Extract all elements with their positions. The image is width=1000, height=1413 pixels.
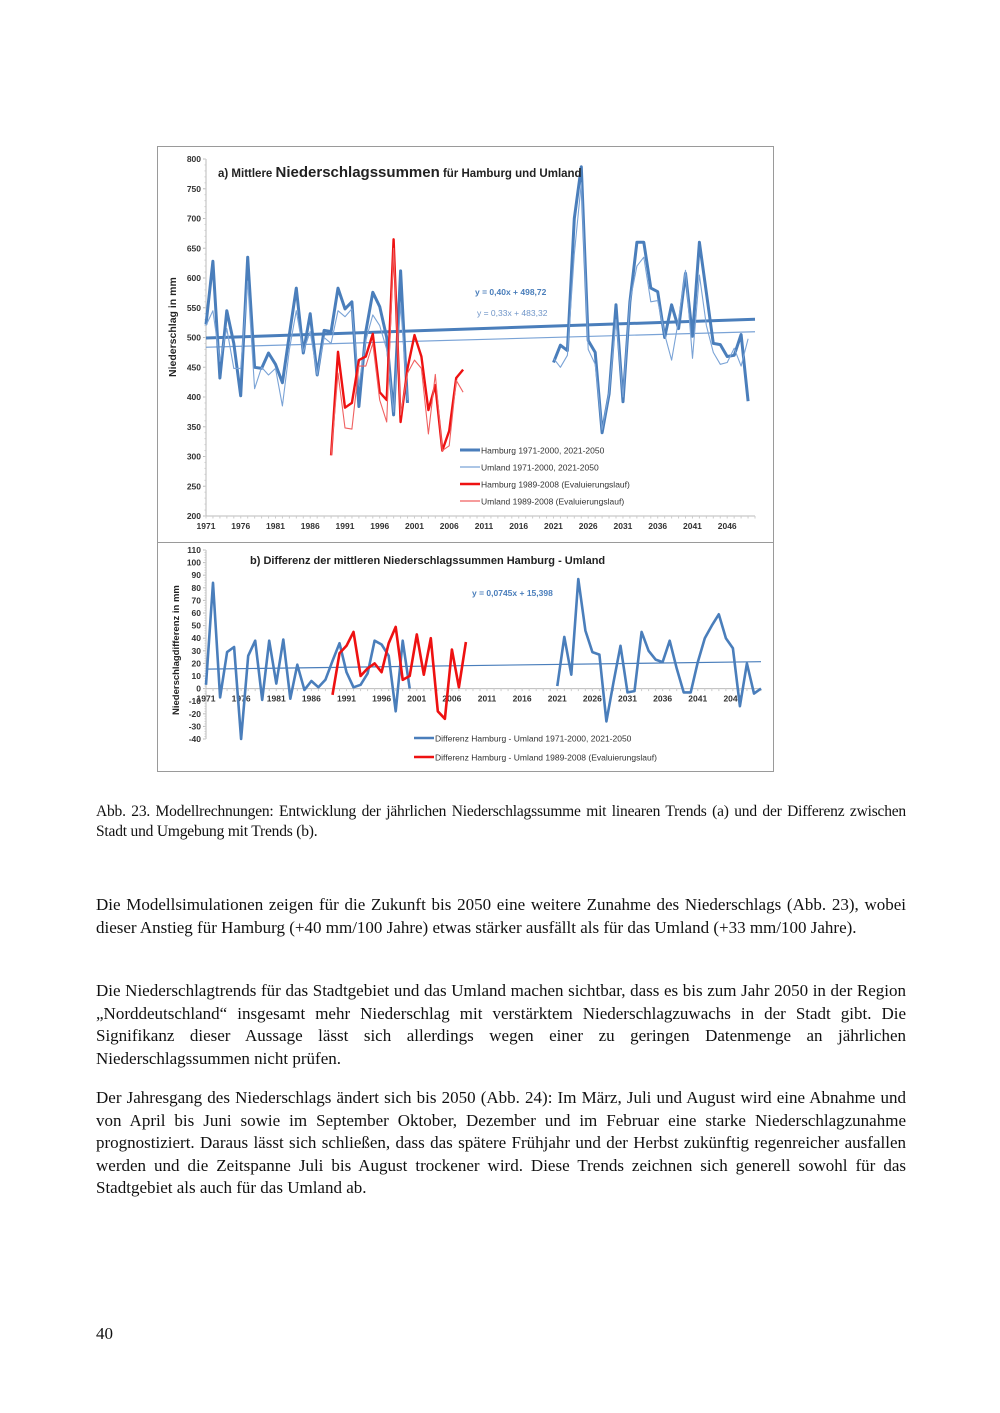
legend-item-umland-eval: Umland 1989-2008 (Evaluierungslauf) <box>481 496 625 507</box>
svg-text:2046: 2046 <box>717 521 737 531</box>
page-number: 40 <box>96 1324 113 1343</box>
svg-text:50: 50 <box>191 620 201 631</box>
legend-item-difference-eval: Differenz Hamburg - Umland 1989-2008 (Evaluierungslauf) <box>435 752 657 763</box>
precipitation-difference-chart <box>158 543 775 773</box>
svg-text:20: 20 <box>191 658 201 669</box>
svg-text:1971: 1971 <box>196 693 216 704</box>
svg-text:2016: 2016 <box>512 693 532 704</box>
trend-difference-equation: y = 0,0745x + 15,398 <box>472 588 553 598</box>
svg-text:2021: 2021 <box>547 693 567 704</box>
svg-text:80: 80 <box>191 582 201 593</box>
svg-text:2036: 2036 <box>653 693 673 704</box>
svg-text:40: 40 <box>191 633 201 644</box>
body-paragraph-2: Die Niederschlagtrends für das Stadtgebiet und das Umland machen sichtbar, dass es bis zum Jahr 2050 in der Region „Norddeutschland“ insgesamt mehr Niederschlag mit verstärktem Niederschlagzuwachs in der Stadt gibt. Die Signifikanz dieser Aussage lässt sich allerdings wegen einer zu geringen Datenmenge an jährlichen Niederschlagssummen nicht prüfen. <box>96 981 906 1068</box>
svg-text:-10: -10 <box>188 696 201 707</box>
svg-text:2041: 2041 <box>688 693 708 704</box>
svg-text:250: 250 <box>186 481 201 492</box>
svg-text:1996: 1996 <box>372 693 392 704</box>
legend-item-hamburg: Hamburg 1971-2000, 2021-2050 <box>481 445 605 456</box>
svg-text:500: 500 <box>186 332 201 343</box>
svg-text:90: 90 <box>191 570 201 581</box>
chart-a-title: a) Mittlere Niederschlagssummen für Hamburg und Umland <box>218 164 582 181</box>
chart-b-title: b) Differenz der mittleren Niederschlagssummen Hamburg - Umland <box>250 555 606 567</box>
svg-text:1991: 1991 <box>337 693 356 704</box>
svg-text:60: 60 <box>191 608 201 618</box>
svg-text:800: 800 <box>186 154 201 164</box>
svg-text:10: 10 <box>191 671 201 681</box>
svg-text:2026: 2026 <box>578 521 598 531</box>
chart-a-legend <box>460 446 630 507</box>
svg-text:1971: 1971 <box>196 521 216 531</box>
legend-item-difference: Differenz Hamburg - Umland 1971-2000, 2021-2050 <box>435 733 632 744</box>
svg-text:2031: 2031 <box>618 693 637 704</box>
chart-a-axes <box>187 154 755 531</box>
body-paragraph-3: Der Jahresgang des Niederschlags ändert sich bis 2050 (Abb. 24): Im März, Juli und August wird eine Abnahme und von April bis Juni sowie im September Oktober, Dezember und im Februar eine starke Niederschlagzunahme prognostiziert. Daraus lässt sich schließen, dass das spätere Frühjahr und der Herbst zukünftig regenreicher ausfallen werden und die Zeitspanne Juli bis August trockener wird. Diese Trends zeichnen sich generell sowohl für das Stadtgebiet als auch für das Umland ab. <box>96 1088 906 1197</box>
svg-text:30: 30 <box>191 645 201 656</box>
chart-b-ylabel: Niederschlagdifferenz in mm <box>171 585 182 715</box>
svg-text:2006: 2006 <box>442 693 462 704</box>
trend-umland-equation: y = 0,33x + 483,32 <box>477 308 548 318</box>
svg-text:2046: 2046 <box>723 693 743 704</box>
svg-text:2031: 2031 <box>613 521 633 531</box>
svg-text:110: 110 <box>187 545 201 555</box>
figure-abb-23 <box>157 146 774 772</box>
svg-text:0: 0 <box>196 683 201 694</box>
legend-item-umland: Umland 1971-2000, 2021-2050 <box>481 462 599 473</box>
svg-text:2016: 2016 <box>509 521 529 531</box>
svg-text:1996: 1996 <box>370 521 390 531</box>
svg-text:1991: 1991 <box>335 521 355 531</box>
svg-text:700: 700 <box>186 213 201 224</box>
svg-text:650: 650 <box>186 243 201 254</box>
svg-text:70: 70 <box>191 595 201 606</box>
svg-text:1981: 1981 <box>266 521 285 531</box>
svg-text:300: 300 <box>186 451 201 462</box>
svg-text:100: 100 <box>186 557 201 568</box>
svg-text:1976: 1976 <box>231 693 251 704</box>
svg-text:2011: 2011 <box>477 693 497 704</box>
svg-text:1986: 1986 <box>301 693 321 704</box>
chart-b-axes <box>187 545 761 744</box>
chart-b-legend <box>414 734 657 763</box>
svg-text:2011: 2011 <box>474 521 494 531</box>
svg-text:200: 200 <box>186 511 201 521</box>
svg-text:2026: 2026 <box>582 693 602 704</box>
svg-text:2021: 2021 <box>544 521 563 531</box>
svg-text:1986: 1986 <box>300 521 320 531</box>
svg-text:2036: 2036 <box>648 521 668 531</box>
precipitation-sum-chart <box>158 147 775 545</box>
svg-text:1981: 1981 <box>266 693 286 704</box>
chart-panel-b <box>157 542 774 772</box>
svg-text:400: 400 <box>186 392 201 402</box>
svg-text:350: 350 <box>186 421 201 432</box>
svg-text:2001: 2001 <box>405 521 424 531</box>
svg-text:2001: 2001 <box>407 693 427 704</box>
svg-text:550: 550 <box>186 302 201 313</box>
svg-text:-30: -30 <box>188 721 201 732</box>
svg-text:-20: -20 <box>188 708 201 719</box>
svg-text:-40: -40 <box>188 734 201 744</box>
chart-b-lines <box>206 579 761 739</box>
svg-text:600: 600 <box>186 273 201 283</box>
legend-item-hamburg-eval: Hamburg 1989-2008 (Evaluierungslauf) <box>481 479 630 490</box>
chart-a-ylabel: Niederschlag in mm <box>167 277 179 377</box>
svg-text:450: 450 <box>186 362 201 373</box>
svg-text:750: 750 <box>186 183 201 194</box>
svg-text:2041: 2041 <box>682 521 702 531</box>
body-paragraph-1: Die Modellsimulationen zeigen für die Zukunft bis 2050 eine weitere Zunahme des Niederschlags (Abb. 23), wobei dieser Anstieg für Hamburg (+40 mm/100 Jahre) etwas stärker ausfällt als für das Umland (+33 mm/100 Jahre). <box>96 895 906 937</box>
svg-text:1976: 1976 <box>231 521 251 531</box>
figure-caption: Abb. 23. Modellrechnungen: Entwicklung der jährlichen Niederschlagssumme mit linearen Trends (a) und der Differenz zwischen Stadt und Umgebung mit Trends (b). <box>96 803 906 840</box>
svg-text:2006: 2006 <box>439 521 459 531</box>
chart-panel-a <box>157 146 774 544</box>
trend-hamburg-equation: y = 0,40x + 498,72 <box>475 287 547 297</box>
